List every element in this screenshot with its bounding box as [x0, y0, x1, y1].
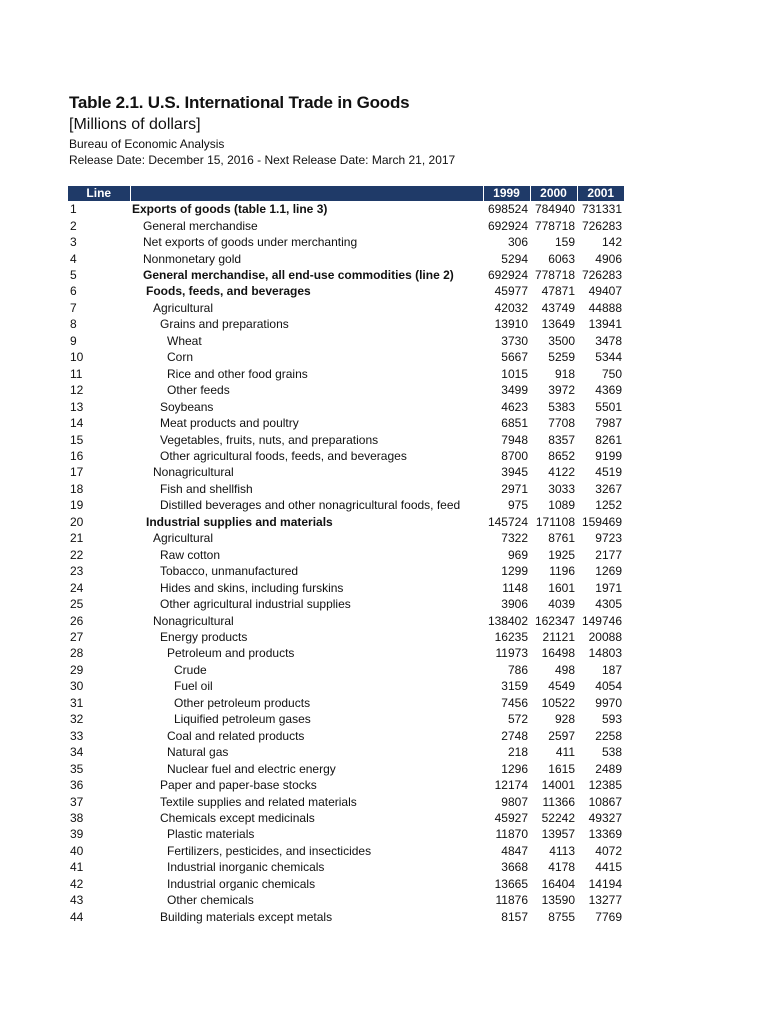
table-row — [68, 464, 624, 480]
row-value-2000: 928 — [554, 712, 575, 727]
row-value-1999: 6851 — [501, 416, 528, 431]
row-line-number: 1 — [70, 202, 77, 217]
row-value-2000: 3972 — [548, 383, 575, 398]
row-line-number: 10 — [70, 350, 84, 365]
table-row — [68, 415, 624, 431]
row-value-1999: 7456 — [501, 695, 528, 710]
row-value-2001: 142 — [601, 235, 622, 250]
row-line-number: 21 — [70, 531, 84, 546]
row-line-number: 39 — [70, 827, 84, 842]
row-line-number: 9 — [70, 333, 77, 348]
row-line-number: 27 — [70, 630, 84, 644]
row-value-2000: 1196 — [549, 564, 575, 579]
row-value-2000: 8652 — [548, 449, 575, 464]
row-value-1999: 42032 — [494, 300, 528, 315]
row-value-1999: 692924 — [487, 218, 528, 233]
row-line-number: 35 — [70, 761, 84, 776]
row-value-2001: 1971 — [595, 580, 622, 595]
row-line-number: 41 — [70, 860, 84, 875]
row-value-1999: 975 — [507, 498, 528, 513]
row-value-1999: 45927 — [494, 810, 528, 825]
row-value-2000: 411 — [555, 745, 575, 760]
row-line-number: 20 — [70, 514, 84, 529]
row-description: Other petroleum products — [174, 695, 311, 710]
row-value-2000: 1615 — [548, 761, 575, 776]
row-line-number: 40 — [70, 843, 84, 858]
row-description: Energy products — [160, 630, 248, 644]
row-value-2001: 731331 — [581, 202, 622, 217]
row-value-2001: 159469 — [581, 514, 622, 529]
row-value-2000: 8761 — [548, 531, 575, 546]
release-date-label: Release Date: December 15, 2016 - Next Release Date: March 21, 2017 — [69, 153, 456, 167]
row-value-2001: 4072 — [595, 843, 622, 858]
row-value-2001: 14803 — [588, 646, 622, 661]
row-value-2001: 10867 — [588, 794, 622, 809]
row-value-2000: 778718 — [534, 218, 575, 233]
row-description: Natural gas — [167, 745, 229, 760]
row-description: Raw cotton — [160, 547, 221, 562]
row-description: Other agricultural industrial supplies — [160, 597, 351, 612]
table-row — [68, 530, 624, 546]
row-value-2000: 13590 — [541, 893, 575, 908]
row-value-1999: 3668 — [501, 860, 528, 875]
row-line-number: 12 — [70, 383, 84, 398]
row-value-1999: 4623 — [501, 399, 528, 414]
table-row — [68, 267, 624, 283]
table-header-row — [68, 186, 624, 201]
row-value-2000: 13957 — [541, 827, 575, 842]
row-description: Nonagricultural — [153, 465, 234, 480]
row-value-1999: 13665 — [494, 876, 528, 891]
row-value-1999: 786 — [507, 662, 528, 677]
row-value-1999: 3730 — [501, 333, 528, 348]
row-value-1999: 12174 — [494, 778, 528, 793]
row-value-1999: 5294 — [501, 251, 528, 266]
row-description: Industrial supplies and materials — [146, 514, 333, 529]
row-description: Meat products and poultry — [160, 416, 299, 431]
table-row — [68, 481, 624, 497]
table-row — [68, 579, 624, 595]
table-row — [68, 349, 624, 365]
table-row — [68, 431, 624, 447]
row-description: Distilled beverages and other nonagricultural foods, feed — [160, 498, 461, 513]
row-value-2000: 159 — [554, 235, 575, 250]
units-subtitle: [Millions of dollars] — [69, 116, 201, 133]
row-description: Industrial inorganic chemicals — [167, 860, 325, 875]
table-row — [68, 283, 624, 299]
row-value-2001: 13277 — [588, 893, 622, 908]
row-line-number: 33 — [70, 728, 84, 743]
row-value-2000: 10522 — [541, 695, 575, 710]
table-row — [68, 217, 624, 233]
row-value-2000: 8357 — [548, 432, 575, 447]
row-value-2000: 6063 — [548, 251, 575, 266]
row-description: Fuel oil — [174, 679, 213, 694]
row-line-number: 8 — [70, 317, 77, 332]
row-value-2001: 4369 — [595, 383, 622, 398]
row-value-2001: 187 — [601, 662, 622, 677]
row-value-2001: 44888 — [588, 300, 622, 315]
table-row — [68, 810, 624, 826]
row-line-number: 29 — [70, 662, 84, 677]
row-value-2001: 20088 — [588, 630, 622, 644]
row-value-2001: 2258 — [595, 728, 622, 743]
row-description: Corn — [167, 350, 194, 365]
row-value-2001: 14194 — [588, 876, 622, 891]
row-description: Nonmonetary gold — [143, 251, 242, 266]
row-value-2000: 14001 — [541, 778, 575, 793]
row-value-1999: 572 — [507, 712, 528, 727]
row-line-number: 22 — [70, 547, 84, 562]
row-value-2001: 9199 — [595, 449, 622, 464]
row-value-2000: 1089 — [548, 498, 575, 513]
row-line-number: 6 — [70, 284, 77, 299]
column-header-2001: 2001 — [577, 186, 624, 201]
row-line-number: 25 — [70, 597, 84, 612]
row-value-1999: 11876 — [495, 893, 528, 908]
row-value-1999: 1148 — [502, 580, 528, 595]
table-row — [68, 448, 624, 464]
table-row — [68, 234, 624, 250]
table-row — [68, 876, 624, 892]
row-value-1999: 3945 — [501, 465, 528, 480]
row-value-2000: 4039 — [548, 597, 575, 612]
row-description: Other feeds — [167, 383, 230, 398]
table-row — [68, 201, 624, 217]
row-value-2000: 778718 — [534, 268, 575, 283]
table-row — [68, 497, 624, 513]
column-header-line: Line — [68, 186, 130, 201]
row-description: Vegetables, fruits, nuts, and preparations — [160, 432, 379, 447]
row-description: Building materials except metals — [160, 909, 333, 924]
row-value-2001: 49407 — [588, 284, 622, 299]
row-value-2001: 1269 — [595, 564, 622, 579]
row-value-2001: 13369 — [588, 827, 622, 842]
row-value-1999: 9807 — [501, 794, 528, 809]
row-description: Net exports of goods under merchanting — [143, 235, 358, 250]
table-row — [68, 744, 624, 760]
row-value-2001: 4305 — [595, 597, 622, 612]
table-title: Table 2.1. U.S. International Trade in Goods — [69, 93, 410, 112]
row-value-2001: 593 — [601, 712, 622, 727]
table-row — [68, 612, 624, 628]
table-row — [68, 908, 624, 924]
row-value-1999: 3499 — [501, 383, 528, 398]
table-row — [68, 300, 624, 316]
column-header-2000: 2000 — [530, 186, 577, 201]
row-description: Agricultural — [153, 531, 214, 546]
row-value-2001: 726283 — [581, 218, 622, 233]
row-line-number: 18 — [70, 481, 84, 496]
row-value-2001: 149746 — [581, 613, 622, 628]
table-row — [68, 777, 624, 793]
table-row — [68, 645, 624, 661]
row-value-2000: 2597 — [548, 728, 575, 743]
row-description: Textile supplies and related materials — [160, 794, 357, 809]
row-description: Foods, feeds, and beverages — [146, 284, 311, 299]
row-value-2001: 4054 — [595, 679, 622, 694]
row-value-2001: 2489 — [595, 761, 622, 776]
row-value-2001: 538 — [601, 745, 622, 760]
row-value-1999: 7322 — [501, 531, 528, 546]
row-value-2001: 726283 — [581, 268, 622, 283]
table-row — [68, 629, 624, 645]
column-header-1999: 1999 — [483, 186, 530, 201]
row-value-2001: 5501 — [595, 399, 622, 414]
row-value-1999: 692924 — [487, 268, 528, 283]
row-value-1999: 8700 — [501, 449, 528, 464]
row-value-2001: 4415 — [595, 860, 622, 875]
row-value-2001: 13941 — [588, 317, 622, 332]
row-line-number: 19 — [70, 498, 84, 513]
row-value-2000: 8755 — [548, 909, 575, 924]
row-description: Other agricultural foods, feeds, and beverages — [160, 449, 407, 464]
row-value-2000: 498 — [554, 662, 575, 677]
row-description: Grains and preparations — [160, 317, 289, 332]
row-value-2000: 4178 — [548, 860, 575, 875]
row-description: Crude — [174, 662, 207, 677]
table-row — [68, 547, 624, 563]
row-value-1999: 7948 — [501, 432, 528, 447]
row-description: Nonagricultural — [153, 613, 234, 628]
row-value-2001: 2177 — [595, 547, 622, 562]
row-description: Coal and related products — [167, 728, 305, 743]
row-line-number: 28 — [70, 646, 84, 661]
row-description: Chemicals except medicinals — [160, 810, 315, 825]
row-description: Wheat — [167, 333, 202, 348]
row-line-number: 15 — [70, 432, 84, 447]
row-value-1999: 218 — [507, 745, 528, 760]
row-description: Nuclear fuel and electric energy — [167, 761, 336, 776]
table-row — [68, 366, 624, 382]
row-line-number: 36 — [70, 778, 84, 793]
table-row — [68, 382, 624, 398]
table-row — [68, 662, 624, 678]
table-row — [68, 678, 624, 694]
row-value-2000: 21121 — [542, 630, 575, 644]
row-description: Agricultural — [153, 300, 214, 315]
row-value-1999: 3906 — [501, 597, 528, 612]
row-value-2000: 784940 — [534, 202, 575, 217]
row-value-2001: 3267 — [595, 481, 622, 496]
row-description: Fish and shellfish — [160, 481, 253, 496]
row-line-number: 5 — [70, 268, 77, 283]
row-value-2000: 4549 — [548, 679, 575, 694]
row-value-2001: 750 — [601, 366, 622, 381]
table-row — [68, 695, 624, 711]
row-value-2000: 7708 — [548, 416, 575, 431]
row-line-number: 31 — [70, 695, 84, 710]
row-value-2001: 7769 — [595, 909, 622, 924]
table-row — [68, 316, 624, 332]
row-line-number: 38 — [70, 810, 84, 825]
row-value-2001: 9970 — [595, 695, 622, 710]
row-value-1999: 11973 — [495, 646, 528, 661]
row-value-2000: 43749 — [541, 300, 575, 315]
row-description: Petroleum and products — [167, 646, 295, 661]
row-description: Rice and other food grains — [167, 366, 308, 381]
row-value-1999: 3159 — [501, 679, 528, 694]
table-row — [68, 514, 624, 530]
table-row — [68, 563, 624, 579]
row-line-number: 13 — [70, 399, 84, 414]
row-value-1999: 1015 — [501, 366, 528, 381]
row-line-number: 23 — [70, 564, 84, 579]
row-description: Fertilizers, pesticides, and insecticides — [167, 843, 372, 858]
row-value-2000: 16404 — [541, 876, 575, 891]
row-value-2000: 11366 — [542, 794, 575, 809]
row-description: Soybeans — [160, 399, 214, 414]
table-row — [68, 826, 624, 842]
row-description: Industrial organic chemicals — [167, 876, 316, 891]
row-value-2001: 12385 — [588, 778, 622, 793]
row-line-number: 11 — [70, 366, 83, 381]
row-value-1999: 5667 — [501, 350, 528, 365]
row-value-1999: 2748 — [501, 728, 528, 743]
row-value-2001: 5344 — [595, 350, 622, 365]
row-line-number: 26 — [70, 613, 84, 628]
row-value-1999: 306 — [507, 235, 528, 250]
row-line-number: 4 — [70, 251, 77, 266]
row-value-2000: 5259 — [548, 350, 575, 365]
row-description: General merchandise, all end-use commodities (line 2) — [143, 268, 454, 283]
row-description: Liquified petroleum gases — [174, 712, 311, 727]
table-row — [68, 596, 624, 612]
row-value-2000: 4113 — [549, 843, 575, 858]
row-value-1999: 8157 — [501, 909, 528, 924]
table-row — [68, 333, 624, 349]
row-value-2001: 4906 — [595, 251, 622, 266]
row-line-number: 30 — [70, 679, 84, 694]
table-row — [68, 728, 624, 744]
row-value-2001: 4519 — [595, 465, 622, 480]
table-row — [68, 892, 624, 908]
row-line-number: 43 — [70, 893, 84, 908]
row-value-2000: 5383 — [548, 399, 575, 414]
row-value-2001: 9723 — [595, 531, 622, 546]
table-row — [68, 859, 624, 875]
row-line-number: 34 — [70, 745, 84, 760]
row-value-2001: 3478 — [595, 333, 622, 348]
row-value-2000: 1925 — [548, 547, 575, 562]
row-description: Paper and paper-base stocks — [160, 778, 317, 793]
row-value-2000: 3033 — [548, 481, 575, 496]
row-line-number: 44 — [70, 909, 84, 924]
row-value-2000: 52242 — [541, 810, 575, 825]
row-value-1999: 2971 — [501, 481, 528, 496]
row-value-2000: 47871 — [541, 284, 575, 299]
row-description: Plastic materials — [167, 827, 255, 842]
row-value-1999: 138402 — [487, 613, 528, 628]
row-value-1999: 698524 — [487, 202, 528, 217]
row-value-1999: 11870 — [495, 827, 528, 842]
agency-label: Bureau of Economic Analysis — [69, 137, 225, 151]
row-line-number: 42 — [70, 876, 84, 891]
row-description: Exports of goods (table 1.1, line 3) — [132, 202, 328, 217]
table-row — [68, 398, 624, 414]
row-value-2000: 1601 — [548, 580, 575, 595]
row-value-2000: 13649 — [541, 317, 575, 332]
row-value-2001: 1252 — [595, 498, 622, 513]
row-line-number: 37 — [70, 794, 84, 809]
row-line-number: 17 — [70, 465, 84, 480]
table-row — [68, 250, 624, 266]
row-value-2000: 918 — [554, 366, 575, 381]
row-line-number: 32 — [70, 712, 84, 727]
row-value-1999: 4847 — [501, 843, 528, 858]
table-row — [68, 711, 624, 727]
trade-table — [68, 186, 624, 925]
table-row — [68, 843, 624, 859]
table-row — [68, 793, 624, 809]
row-description: General merchandise — [143, 218, 258, 233]
row-value-2000: 162347 — [534, 613, 575, 628]
row-value-1999: 45977 — [494, 284, 528, 299]
row-line-number: 16 — [70, 449, 84, 464]
row-line-number: 24 — [70, 580, 84, 595]
row-value-2001: 7987 — [595, 416, 622, 431]
row-value-2001: 49327 — [588, 810, 622, 825]
row-value-1999: 16235 — [494, 630, 528, 644]
row-description: Hides and skins, including furskins — [160, 580, 344, 595]
row-value-2000: 4122 — [548, 465, 575, 480]
row-value-2001: 8261 — [595, 432, 622, 447]
row-value-1999: 1299 — [501, 564, 528, 579]
row-line-number: 2 — [70, 218, 77, 233]
row-value-1999: 13910 — [494, 317, 528, 332]
row-value-1999: 1296 — [501, 761, 528, 776]
row-value-1999: 969 — [507, 547, 528, 562]
table-row — [68, 760, 624, 776]
row-value-2000: 16498 — [541, 646, 575, 661]
row-description: Tobacco, unmanufactured — [160, 564, 299, 579]
row-line-number: 7 — [70, 300, 77, 315]
row-value-2000: 171108 — [535, 514, 575, 529]
row-line-number: 3 — [70, 235, 77, 250]
row-value-2000: 3500 — [548, 333, 575, 348]
row-description: Other chemicals — [167, 893, 254, 908]
row-line-number: 14 — [70, 416, 84, 431]
row-value-1999: 145724 — [487, 514, 528, 529]
column-header-description — [130, 186, 483, 201]
